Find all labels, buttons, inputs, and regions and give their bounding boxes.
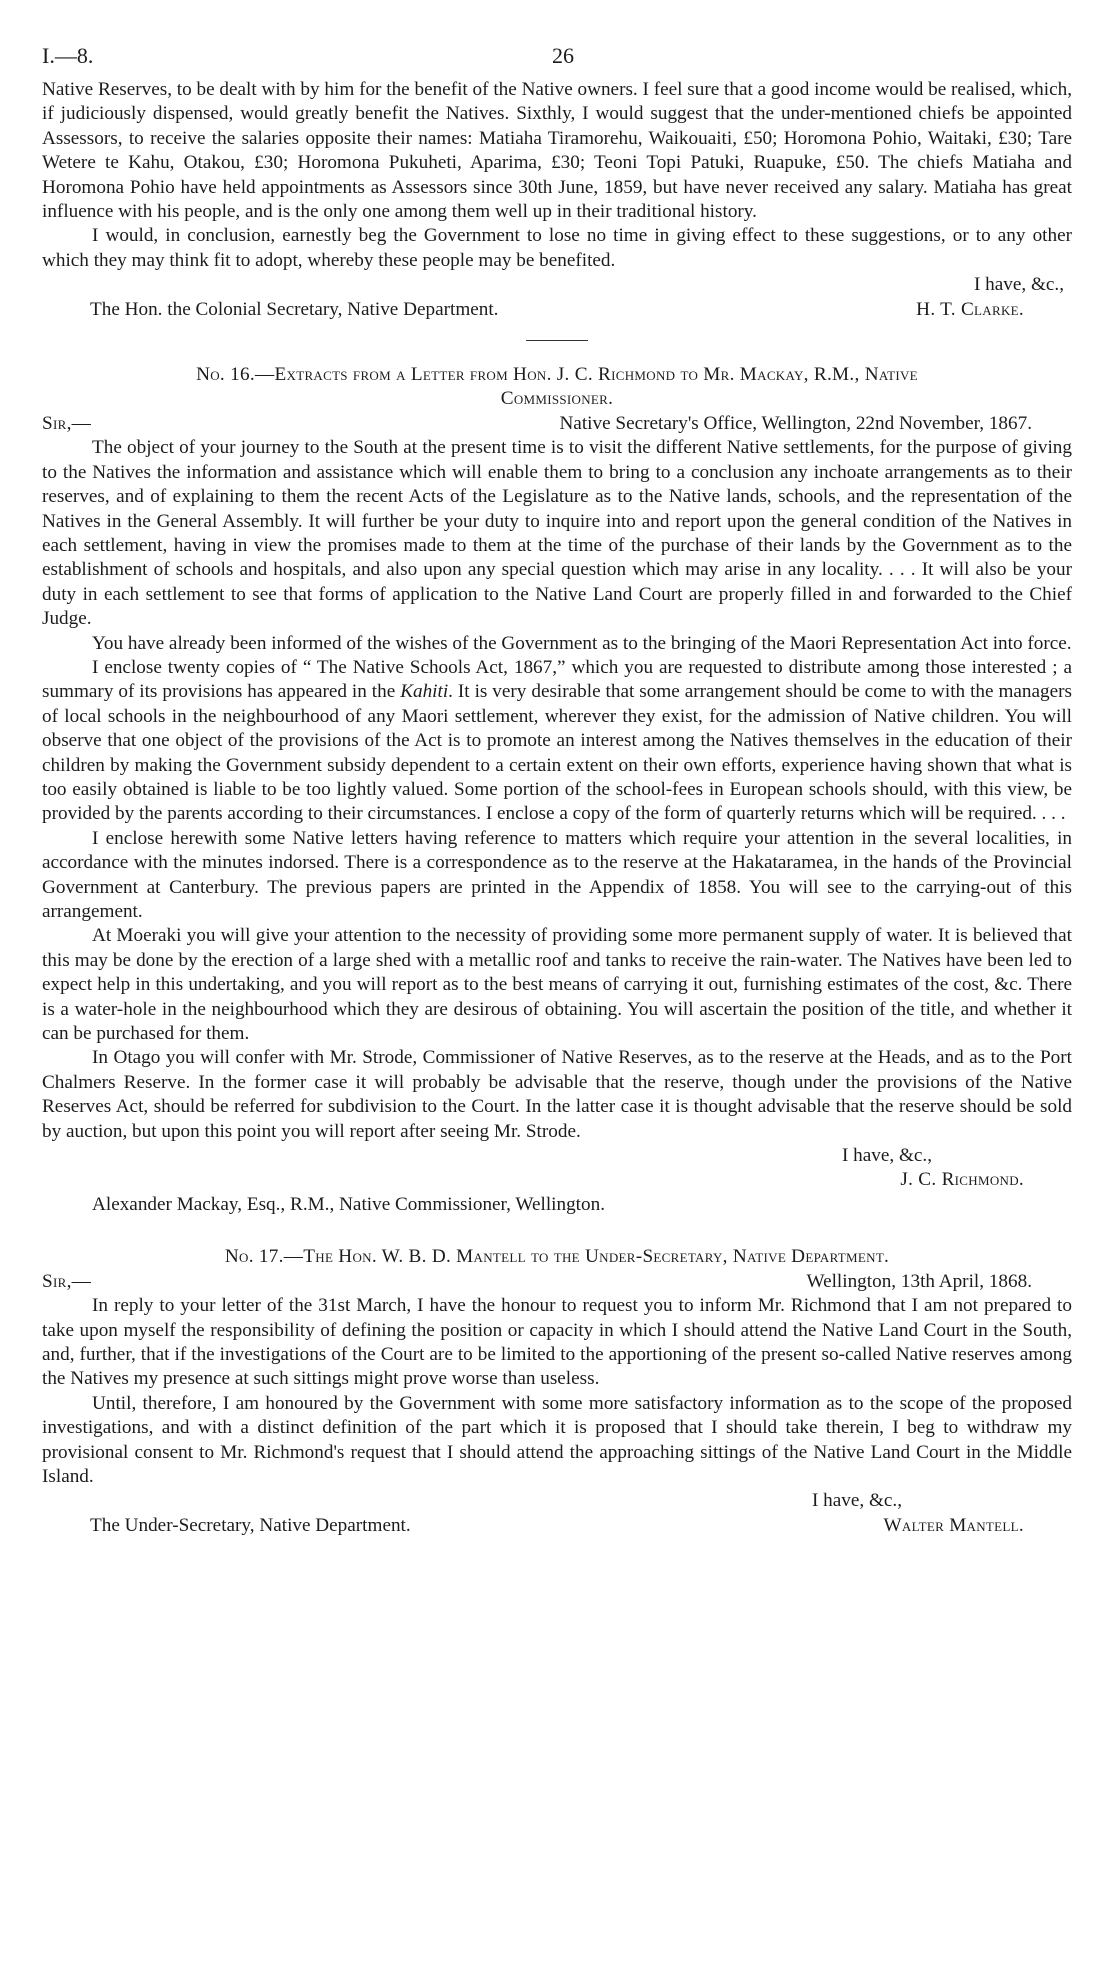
letter-17-paragraph-1: In reply to your letter of the 31st March, I have the honour to request you to inform Mr. Richmond that I am not prepared to take upon myself the responsibility of defining the position or capacity in which I should attend the Native Land Court in the South, and, further, that if the investigations of the Court are to be limited to the apportioning of the present so-called Native reserves among the Natives my presence at such sittings might prove worse than useless. — [42, 1295, 1072, 1390]
letter-16-closing: I have, &c., — [841, 1145, 932, 1167]
letter-15-signature: H. T. Clarke. — [916, 298, 1024, 320]
letter-17-addressee: The Under-Secretary, Native Department. — [90, 1514, 411, 1536]
letter-17-salutation-row — [42, 1270, 1072, 1294]
letter-16-paragraph-3-part-2: . It is very desirable that some arrangement should be come to with the managers of local schools in the neighbourhood of any Maori settlement, wherever they exist, for the admission of Native children. You will observe that one object of the provisions of the Act is to promote an interest among the Natives themselves in the education of their children by making the Government subsidy dependent to a certain extent on their own efforts, experience having shown that what is too easily obtained is liable to be too lightly valued. Some portion of the school-fees in European schools should, with this view, be provided by the parents according to their circumstances. I enclose a copy of the form of quarterly returns which will be required. . . . — [42, 681, 1072, 825]
letter-16-paragraph-5: At Moeraki you will give your attention to the necessity of providing some more permanent supply of water. It is believed that this may be done by the erection of a large shed with a metallic roof and tanks to receive the rain-water. The Natives have been led to expect help in this undertaking, and you will report as to the best means of carrying it out, furnishing estimates of the cost, &c. There is a water-hole in the neighbourhood which they are desirous of obtaining. You will ascertain the position of the title, and whether it can be purchased for them. — [42, 925, 1072, 1045]
letter-17-closing: I have, &c., — [811, 1490, 902, 1512]
letter-15-paragraph-1: Native Reserves, to be dealt with by him for the benefit of the Native owners. I feel sure that a good income would be realised, which, if judiciously dispensed, would greatly benefit the Natives. Sixthly, I would suggest that the under-mentioned chiefs be appointed Assessors, to receive the salaries opposite their names: Matiaha Tiramorehu, Waikouaiti, £50; Horomona Pohio, Waitaki, £30; Tare Wetere te Kahu, Otakou, £30; Horomona Pukuheti, Aparima, £30; Teoni Topi Patuki, Ruapuke, £50. The chiefs Matiaha and Horomona Pohio have held appointments as Assessors since 30th June, 1859, but have never received any salary. Matiaha has great influence with his people, and is the only one among them well up in their traditional history. — [42, 79, 1072, 223]
letter-17-place-date: Wellington, 13th April, 1868. — [806, 1270, 1032, 1292]
letter-17-signature: Walter Mantell. — [883, 1514, 1024, 1536]
letter-15-addressee: The Hon. the Colonial Secretary, Native Department. — [90, 298, 499, 320]
letter-17-paragraph-2: Until, therefore, I am honoured by the Government with some more satisfactory information as to the scope of the proposed investigations, and with a distinct definition of the part which it is proposed that I should take therein, I beg to withdraw my provisional consent to Mr. Richmond's request that I should attend the approaching sittings of the Native Land Court in the Middle Island. — [42, 1392, 1072, 1487]
letter-16-salutation-row — [42, 412, 1072, 436]
letter-15-closing: I have, &c., — [973, 274, 1064, 296]
letter-17 — [42, 1245, 1072, 1538]
section-divider — [526, 340, 588, 341]
letter-16-salutation: Sir,— — [42, 412, 92, 434]
letter-17-salutation: Sir,— — [42, 1270, 92, 1292]
letter-16-paragraph-4: I enclose herewith some Native letters having reference to matters which require your attention in the several localities, in accordance with the minutes indorsed. There is a correspondence as to the reserve at the Hakataramea, in the hands of the Provincial Government at Canterbury. The previous papers are printed in the Appendix of 1858. You will see to the carrying-out of this arrangement. — [42, 827, 1072, 922]
kahiti-italic: Kahiti — [400, 681, 449, 703]
letter-16-heading-line-1: No. 16.—Extracts from a Letter from Hon. J. C. Richmond to Mr. Mackay, R.M., Native — [196, 364, 918, 386]
letter-16-paragraph-1: The object of your journey to the South at the present time is to visit the different Native settlements, for the purpose of giving to the Natives the information and assistance which will enable them to bring to a conclusion any inchoate arrangements as to their reserves, and of explaining to them the recent Acts of the Legislature as to the Native lands, schools, and the representation of the Natives in the General Assembly. It will further be your duty to inquire into and report upon the general condition of the Natives in each settlement, having in view the promises made to them at the time of the purchase of their lands by the Government as to the establishment of schools and hospitals, and also upon any special question which may arise in any locality. . . . It will also be your duty in each settlement to see that forms of application to the Native Land Court are properly filled in and forwarded to the Chief Judge. — [42, 437, 1072, 630]
letter-16-place-date: Native Secretary's Office, Wellington, 22nd November, 1867. — [559, 412, 1032, 434]
letter-17-signoff — [42, 1514, 1072, 1538]
letter-16-heading — [42, 363, 1072, 412]
letter-16-paragraph-2: You have already been informed of the wishes of the Government as to the bringing of the Maori Representation Act into force. — [92, 632, 1072, 654]
letter-15-continuation — [42, 78, 1072, 322]
letter-16-addressee: Alexander Mackay, Esq., R.M., Native Commissioner, Wellington. — [92, 1193, 606, 1215]
letter-16 — [42, 363, 1072, 1217]
letter-15-paragraph-2-text: I would, in conclusion, earnestly beg the Government to lose no time in giving effect to these suggestions, or to any other which they may think fit to adopt, whereby these people may be benefited. — [42, 225, 1072, 271]
letter-16-paragraph-3-part-1: I enclose twenty copies of “ The Native Schools Act, 1867,” which you are requested to distribute among those interested ; a summary of its provisions has appeared in the — [42, 656, 1072, 703]
paper-reference: I.—8. — [42, 43, 94, 68]
page-header — [42, 38, 1072, 78]
letter-16-paragraph-3 — [42, 656, 1072, 827]
page-number: 26 — [552, 43, 574, 68]
letter-17-heading: No. 17.—The Hon. W. B. D. Mantell to the Under-Secretary, Native Department. — [224, 1246, 890, 1268]
letter-16-signature: J. C. Richmond. — [900, 1169, 1024, 1191]
letter-15-paragraph-2 — [42, 224, 1072, 273]
letter-16-paragraph-6: In Otago you will confer with Mr. Strode, Commissioner of Native Reserves, as to the reserve at the Heads, and as to the Port Chalmers Reserve. In the former case it will probably be advisable that the reserve, though under the provisions of the Native Reserves Act, should be referred for subdivision to the Court. In the latter case it is thought advisable that the reserve should be sold by auction, but upon this point you will report after seeing Mr. Strode. — [42, 1047, 1072, 1142]
letter-16-heading-line-2: Commissioner. — [500, 388, 614, 410]
letter-15-signoff — [42, 298, 1072, 322]
